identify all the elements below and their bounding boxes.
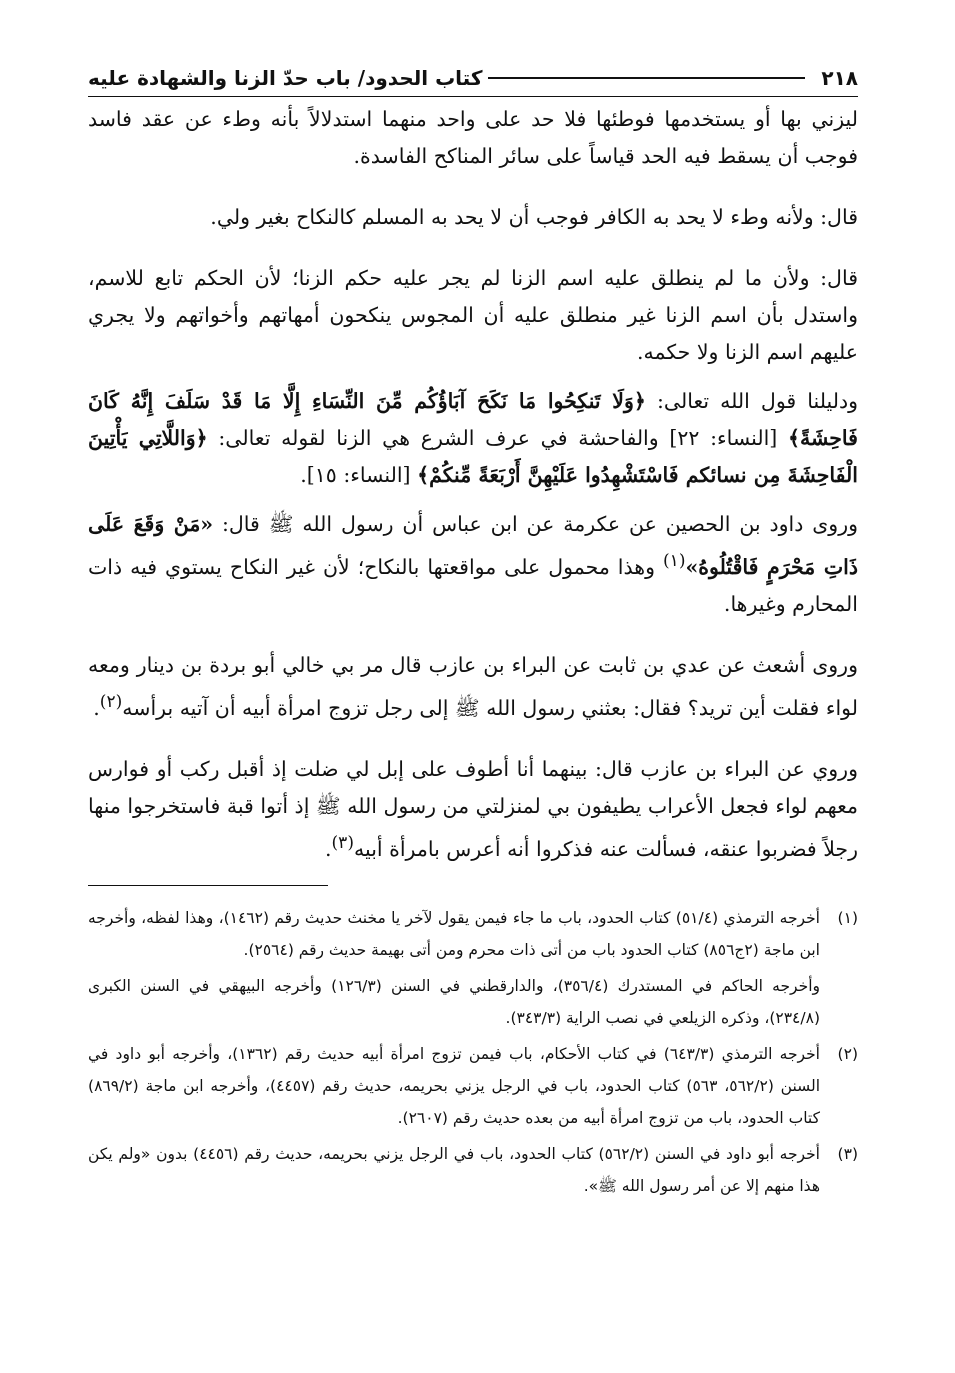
paragraph-5-intro: وروى داود بن الحصين عن عكرمة عن ابن عباس أن رسول الله ﷺ قال: xyxy=(213,512,858,536)
paragraph-5-end: وهذا محمول على مواقعتها بالنكاح؛ لأن غير النكاح يستوي فيه ذات المحارم وغيرها. xyxy=(88,554,858,616)
paragraph-6-text: وروى أشعث عن عدي بن ثابت عن البراء بن عازب قال مر بي خالي أبو بردة بن دينار ومعه لواء فقلت أين تريد؟ فقال: بعثني رسول الله ﷺ إلى رجل تزوج امرأة أبيه أن آتيه برأسه xyxy=(88,652,858,720)
quran-verse-2: ﴿وَاللَّاتِي يَأْتِينَ الْفَاحِشَةَ مِن نسائكم فَاسْتَشْهِدُوا عَلَيْهِنَّ أَرْبَعَةً مِّنكُمْ﴾ xyxy=(88,426,858,487)
quran-verse-1: ﴿وَلَا تَنكِحُوا مَا نَكَحَ آبَاؤُكُم مِّنَ النِّسَاءِ إِلَّا مَا قَدْ سَلَفَ إِنَّهُ كَانَ فَاحِشَةً﴾ xyxy=(88,389,858,450)
footnote-separator xyxy=(88,885,328,886)
page-number: ٢١٨ xyxy=(821,66,858,90)
paragraph-2: قال: ولأنه وطء لا يحد به الكافر فوجب أن لا يحد به المسلم كالنكاح بغير ولي. xyxy=(210,205,858,229)
footnote-3-mark: (٣) xyxy=(837,1145,858,1164)
paragraph-1: ليزني بها أو يستخدمها فوطئها فلا حد على واحد منهما استدلالاً بأنه وطء عن عقد فاسد فوجب أن يسقط فيه الحد قياساً على سائر المناكح الفاسدة. xyxy=(88,107,858,168)
header-rule xyxy=(488,77,805,79)
paragraph-3: قال: ولأن ما لم ينطلق عليه اسم الزنا لم يجر عليه حكم الزنا؛ لأن الحكم تابع للاسم، واستدل بأن اسم الزنا غير منطلق عليه أن المجوس ينكحون أمهاتهم وأخواتهم ولا يجري عليهم اسم الزنا ولا حكمه. xyxy=(88,266,858,364)
footnote-2-text: أخرجه الترمذي (٦٤٣/٣) في كتاب الأحكام، باب فيمن تزوج امرأة أبيه حديث رقم (١٣٦٢)، وأخرجه أبو داود في السنن (٥٦٢/٢، ٥٦٣) كتاب الحدود، باب في الرجل يزني بحريمه، حديث رقم (٤٤٥٧)، وأخرجه ابن ماجة (٨٦٩/٢) كتاب الحدود، باب من تزوج امرأة أبيه من بعده حديث رقم (٢٦٠٧). xyxy=(88,1045,821,1128)
footnote-ref-1: (١) xyxy=(662,551,686,571)
paragraph-7-end: . xyxy=(324,836,332,861)
paragraph-7 xyxy=(88,751,858,868)
paragraph-4 xyxy=(88,383,858,494)
footnote-3 xyxy=(88,1138,858,1202)
footnote-2 xyxy=(88,1038,858,1134)
paragraph-4-middle: [النساء: ٢٢] والفاحشة في عرف الشرع هي الزنا لقوله تعالى: xyxy=(207,426,788,450)
paragraph-6 xyxy=(88,647,858,727)
footnote-ref-3: (٣) xyxy=(331,832,355,853)
main-text xyxy=(88,101,858,867)
paragraph-4-end: [النساء: ١٥]. xyxy=(300,463,418,487)
hadith-quote: «مَنْ وَقَعَ عَلَى ذَاتِ مَحْرَمٍ فَاقْتُلُوهُ» xyxy=(88,512,858,579)
footnote-1-text: أخرجه الترمذي (٥١/٤) كتاب الحدود، باب ما جاء فيمن يقول لآخر يا مخنث حديث رقم (١٤٦٢)، وهذا لفظه، وأخرجه ابن ماجة (٢ج٨٥٦) كتاب الحدود باب من أتى ذات محرم ومن أتى بهيمة حديث رقم (٢٥٦٤). xyxy=(88,909,820,960)
footnotes xyxy=(88,902,858,1202)
footnote-2-mark: (٢) xyxy=(837,1045,858,1064)
footnote-1-mark: (١) xyxy=(837,909,858,928)
footnote-ref-2: (٢) xyxy=(99,691,123,712)
footnote-1 xyxy=(88,902,858,966)
paragraph-4-intro: ودليلنا قول الله تعالى: xyxy=(645,389,858,413)
footnote-1-continuation: وأخرجه الحاكم في المستدرك (٣٥٦/٤)، والدارقطني في السنن (١٢٦/٣) وأخرجه البيهقي في السنن الكبرى (٢٣٤/٨)، وذكره الزيلعي في نصب الراية (٣٤٣/٣). xyxy=(88,977,820,1028)
running-title: كتاب الحدود/ باب حدّ الزنا والشهادة عليه xyxy=(88,66,483,90)
footnote-3-text: أخرجه أبو داود في السنن (٥٦٢/٢) كتاب الحدود، باب في الرجل يزني بحريمه، حديث رقم (٤٤٥٦) بدون «ولم يكن هذا منهم إلا عن أمر رسول الله ﷺ». xyxy=(88,1145,820,1196)
paragraph-6-end: . xyxy=(93,695,100,720)
paragraph-7-text: وروي عن البراء بن عازب قال: بينهما أنا أطوف على إبل لي ضلت إذ أقبل ركب أو فوارس معهم لواء فجعل الأعراب يطيفون بي لمنزلتي من رسول الله ﷺ إذ أتوا قبة فاستخرجوا منها رجلاً فضربوا عنقه، فسألت عنه فذكروا أنه أعرس بامرأة أبيه xyxy=(88,756,858,861)
book-page xyxy=(88,60,858,1206)
page-header xyxy=(88,60,858,97)
paragraph-5 xyxy=(88,506,858,623)
